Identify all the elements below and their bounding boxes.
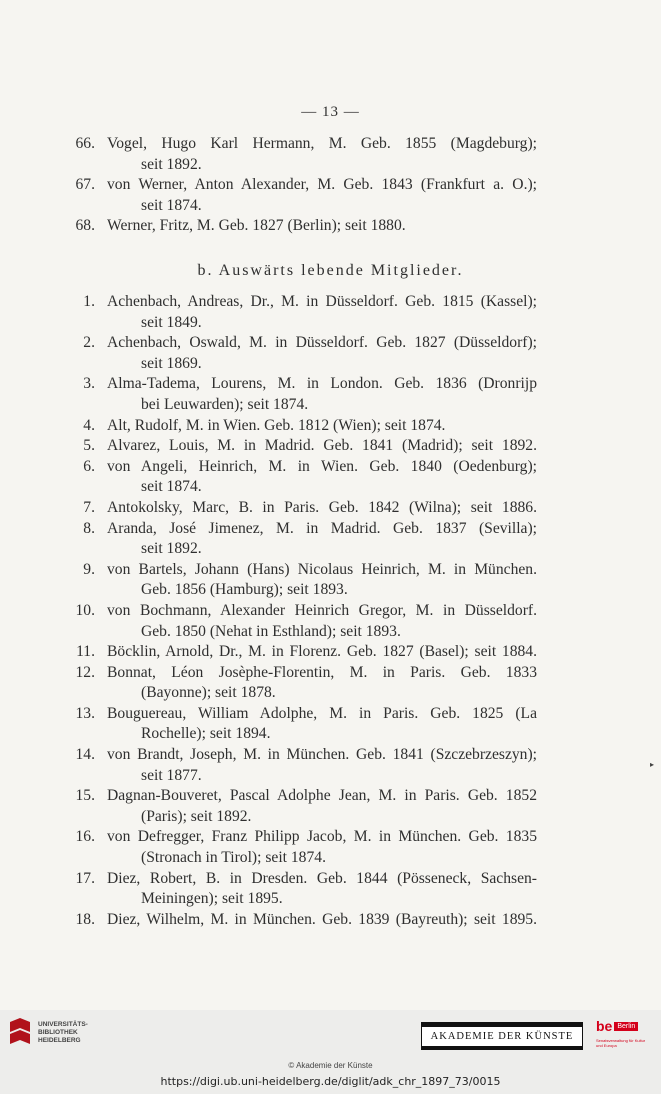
entry-line-2: Geb. 1856 (Hamburg); seit 1893. bbox=[141, 581, 348, 599]
source-url-link[interactable]: https://digi.ub.uni-heidelberg.de/diglit/adk_chr_1897_73/0015 bbox=[160, 1075, 501, 1088]
entry-number: 15. bbox=[75, 787, 95, 805]
entry-line-1: Böcklin, Arnold, Dr., M. in Florenz. Geb. 1827 (Basel); seit 1884. bbox=[107, 643, 537, 661]
entry-line-1: von Angeli, Heinrich, M. in Wien. Geb. 1840 (Oedenburg); bbox=[107, 457, 537, 475]
entry-line-1: Achenbach, Oswald, M. in Düsseldorf. Geb. 1827 (Düsseldorf); bbox=[107, 334, 537, 352]
entry-line-1: von Defregger, Franz Philipp Jacob, M. in München. Geb. 1835 bbox=[107, 828, 537, 846]
berlin-box: Berlin bbox=[614, 1022, 638, 1031]
entry-line-2: bei Leuwarden); seit 1874. bbox=[141, 395, 309, 413]
entry-line-1: Alvarez, Louis, M. in Madrid. Geb. 1841 (Madrid); seit 1892. bbox=[107, 437, 537, 455]
berlin-logo[interactable] bbox=[596, 1018, 652, 1054]
entry-line-1: Bonnat, Léon Josèphe-Florentin, M. in Paris. Geb. 1833 bbox=[107, 663, 537, 681]
entry-line-1: von Werner, Anton Alexander, M. Geb. 1843 (Frankfurt a. O.); bbox=[107, 176, 537, 194]
ub-text-line-1: UNIVERSITÄTS- bbox=[38, 1021, 88, 1028]
berlin-subtitle: Senatsverwaltung für Kultur und Europa bbox=[596, 1038, 646, 1048]
entry-number: 14. bbox=[75, 746, 95, 764]
entry-line-1: Aranda, José Jimenez, M. in Madrid. Geb. 1837 (Sevilla); bbox=[107, 519, 537, 537]
entries-section-b bbox=[0, 292, 661, 930]
copyright-text: © Akademie der Künste bbox=[288, 1061, 373, 1070]
ub-text-line-2: BIBLIOTHEK bbox=[38, 1029, 78, 1036]
entry-line-2: Meiningen); seit 1895. bbox=[141, 890, 283, 908]
list-item bbox=[0, 519, 661, 560]
entry-line-2: seit 1874. bbox=[141, 196, 202, 214]
ub-emblem-icon bbox=[8, 1018, 32, 1048]
list-item bbox=[0, 601, 661, 642]
page-marker-icon: ▸ bbox=[650, 760, 655, 769]
berlin-be: be bbox=[596, 1018, 613, 1034]
entry-line-2: seit 1849. bbox=[141, 313, 202, 331]
entry-number: 18. bbox=[75, 910, 95, 928]
list-item bbox=[0, 374, 661, 415]
list-item bbox=[0, 642, 661, 663]
entry-line-1: von Bochmann, Alexander Heinrich Gregor, M. in Düsseldorf. bbox=[107, 601, 537, 619]
entry-line-2: seit 1892. bbox=[141, 540, 202, 558]
entry-line-2: (Bayonne); seit 1878. bbox=[141, 684, 276, 702]
entry-line-1: Alt, Rudolf, M. in Wien. Geb. 1812 (Wien); seit 1874. bbox=[107, 416, 446, 434]
entry-line-2: Rochelle); seit 1894. bbox=[141, 725, 271, 743]
entry-line-2: seit 1874. bbox=[141, 478, 202, 496]
entry-line-2: seit 1869. bbox=[141, 354, 202, 372]
entry-number: 2. bbox=[83, 334, 95, 352]
akademie-logo[interactable] bbox=[421, 1022, 583, 1050]
list-item bbox=[0, 786, 661, 827]
list-item bbox=[0, 333, 661, 374]
list-item bbox=[0, 827, 661, 868]
list-item bbox=[0, 134, 661, 175]
entry-line-1: Werner, Fritz, M. Geb. 1827 (Berlin); seit 1880. bbox=[107, 217, 406, 235]
list-item bbox=[0, 292, 661, 333]
entry-line-1: Alma-Tadema, Lourens, M. in London. Geb. 1836 (Dronrijp bbox=[107, 375, 537, 393]
list-item bbox=[0, 663, 661, 704]
list-item bbox=[0, 704, 661, 745]
entry-number: 66. bbox=[75, 135, 95, 152]
list-item bbox=[0, 745, 661, 786]
entry-line-2: seit 1892. bbox=[141, 155, 202, 173]
ub-heidelberg-logo[interactable] bbox=[8, 1018, 88, 1048]
entry-line-1: von Bartels, Johann (Hans) Nicolaus Heinrich, M. in München. bbox=[107, 560, 537, 578]
ub-text-line-3: HEIDELBERG bbox=[38, 1037, 81, 1044]
entry-number: 8. bbox=[83, 519, 95, 537]
entry-number: 3. bbox=[83, 375, 95, 393]
entry-line-1: Diez, Robert, B. in Dresden. Geb. 1844 (Pösseneck, Sachsen- bbox=[107, 869, 537, 887]
entry-number: 9. bbox=[83, 560, 95, 578]
list-item bbox=[0, 436, 661, 457]
section-title: b. Auswärts lebende Mitglieder. bbox=[197, 262, 464, 279]
entries-section-a bbox=[0, 134, 661, 237]
entry-line-1: Antokolsky, Marc, B. in Paris. Geb. 1842 (Wilna); seit 1886. bbox=[107, 498, 537, 516]
entry-line-1: Diez, Wilhelm, M. in München. Geb. 1839 (Bayreuth); seit 1895. bbox=[107, 910, 537, 928]
list-item bbox=[0, 457, 661, 498]
entry-number: 12. bbox=[75, 663, 95, 681]
list-item bbox=[0, 560, 661, 601]
entry-number: 10. bbox=[75, 601, 95, 619]
list-item bbox=[0, 416, 661, 437]
entry-line-2: (Stronach in Tirol); seit 1874. bbox=[141, 849, 326, 867]
entry-number: 1. bbox=[83, 293, 95, 310]
entry-line-1: Achenbach, Andreas, Dr., M. in Düsseldorf. Geb. 1815 (Kassel); bbox=[107, 293, 537, 310]
entry-number: 5. bbox=[83, 437, 95, 455]
entry-number: 11. bbox=[76, 643, 95, 661]
entry-line-2: (Paris); seit 1892. bbox=[141, 807, 252, 825]
list-item bbox=[0, 910, 661, 931]
entry-number: 16. bbox=[75, 828, 95, 846]
entry-line-2: seit 1877. bbox=[141, 766, 202, 784]
list-item bbox=[0, 869, 661, 910]
entry-number: 7. bbox=[83, 498, 95, 516]
entry-line-2: Geb. 1850 (Nehat in Esthland); seit 1893. bbox=[141, 622, 401, 640]
entry-number: 68. bbox=[75, 217, 95, 235]
entry-number: 13. bbox=[75, 704, 95, 722]
entry-line-1: Dagnan-Bouveret, Pascal Adolphe Jean, M. in Paris. Geb. 1852 bbox=[107, 787, 537, 805]
page-number: — 13 — bbox=[301, 104, 360, 120]
akademie-label: AKADEMIE DER KÜNSTE bbox=[422, 1027, 583, 1046]
entry-number: 6. bbox=[83, 457, 95, 475]
entry-line-1: Vogel, Hugo Karl Hermann, M. Geb. 1855 (Magdeburg); bbox=[107, 135, 537, 152]
entry-number: 4. bbox=[83, 416, 95, 434]
list-item bbox=[0, 175, 661, 216]
entry-line-1: Bouguereau, William Adolphe, M. in Paris. Geb. 1825 (La bbox=[107, 704, 537, 722]
entry-number: 17. bbox=[75, 869, 95, 887]
entry-number: 67. bbox=[75, 176, 95, 194]
entry-line-1: von Brandt, Joseph, M. in München. Geb. 1841 (Szczebrzeszyn); bbox=[107, 746, 537, 764]
list-item bbox=[0, 498, 661, 519]
list-item bbox=[0, 216, 661, 237]
